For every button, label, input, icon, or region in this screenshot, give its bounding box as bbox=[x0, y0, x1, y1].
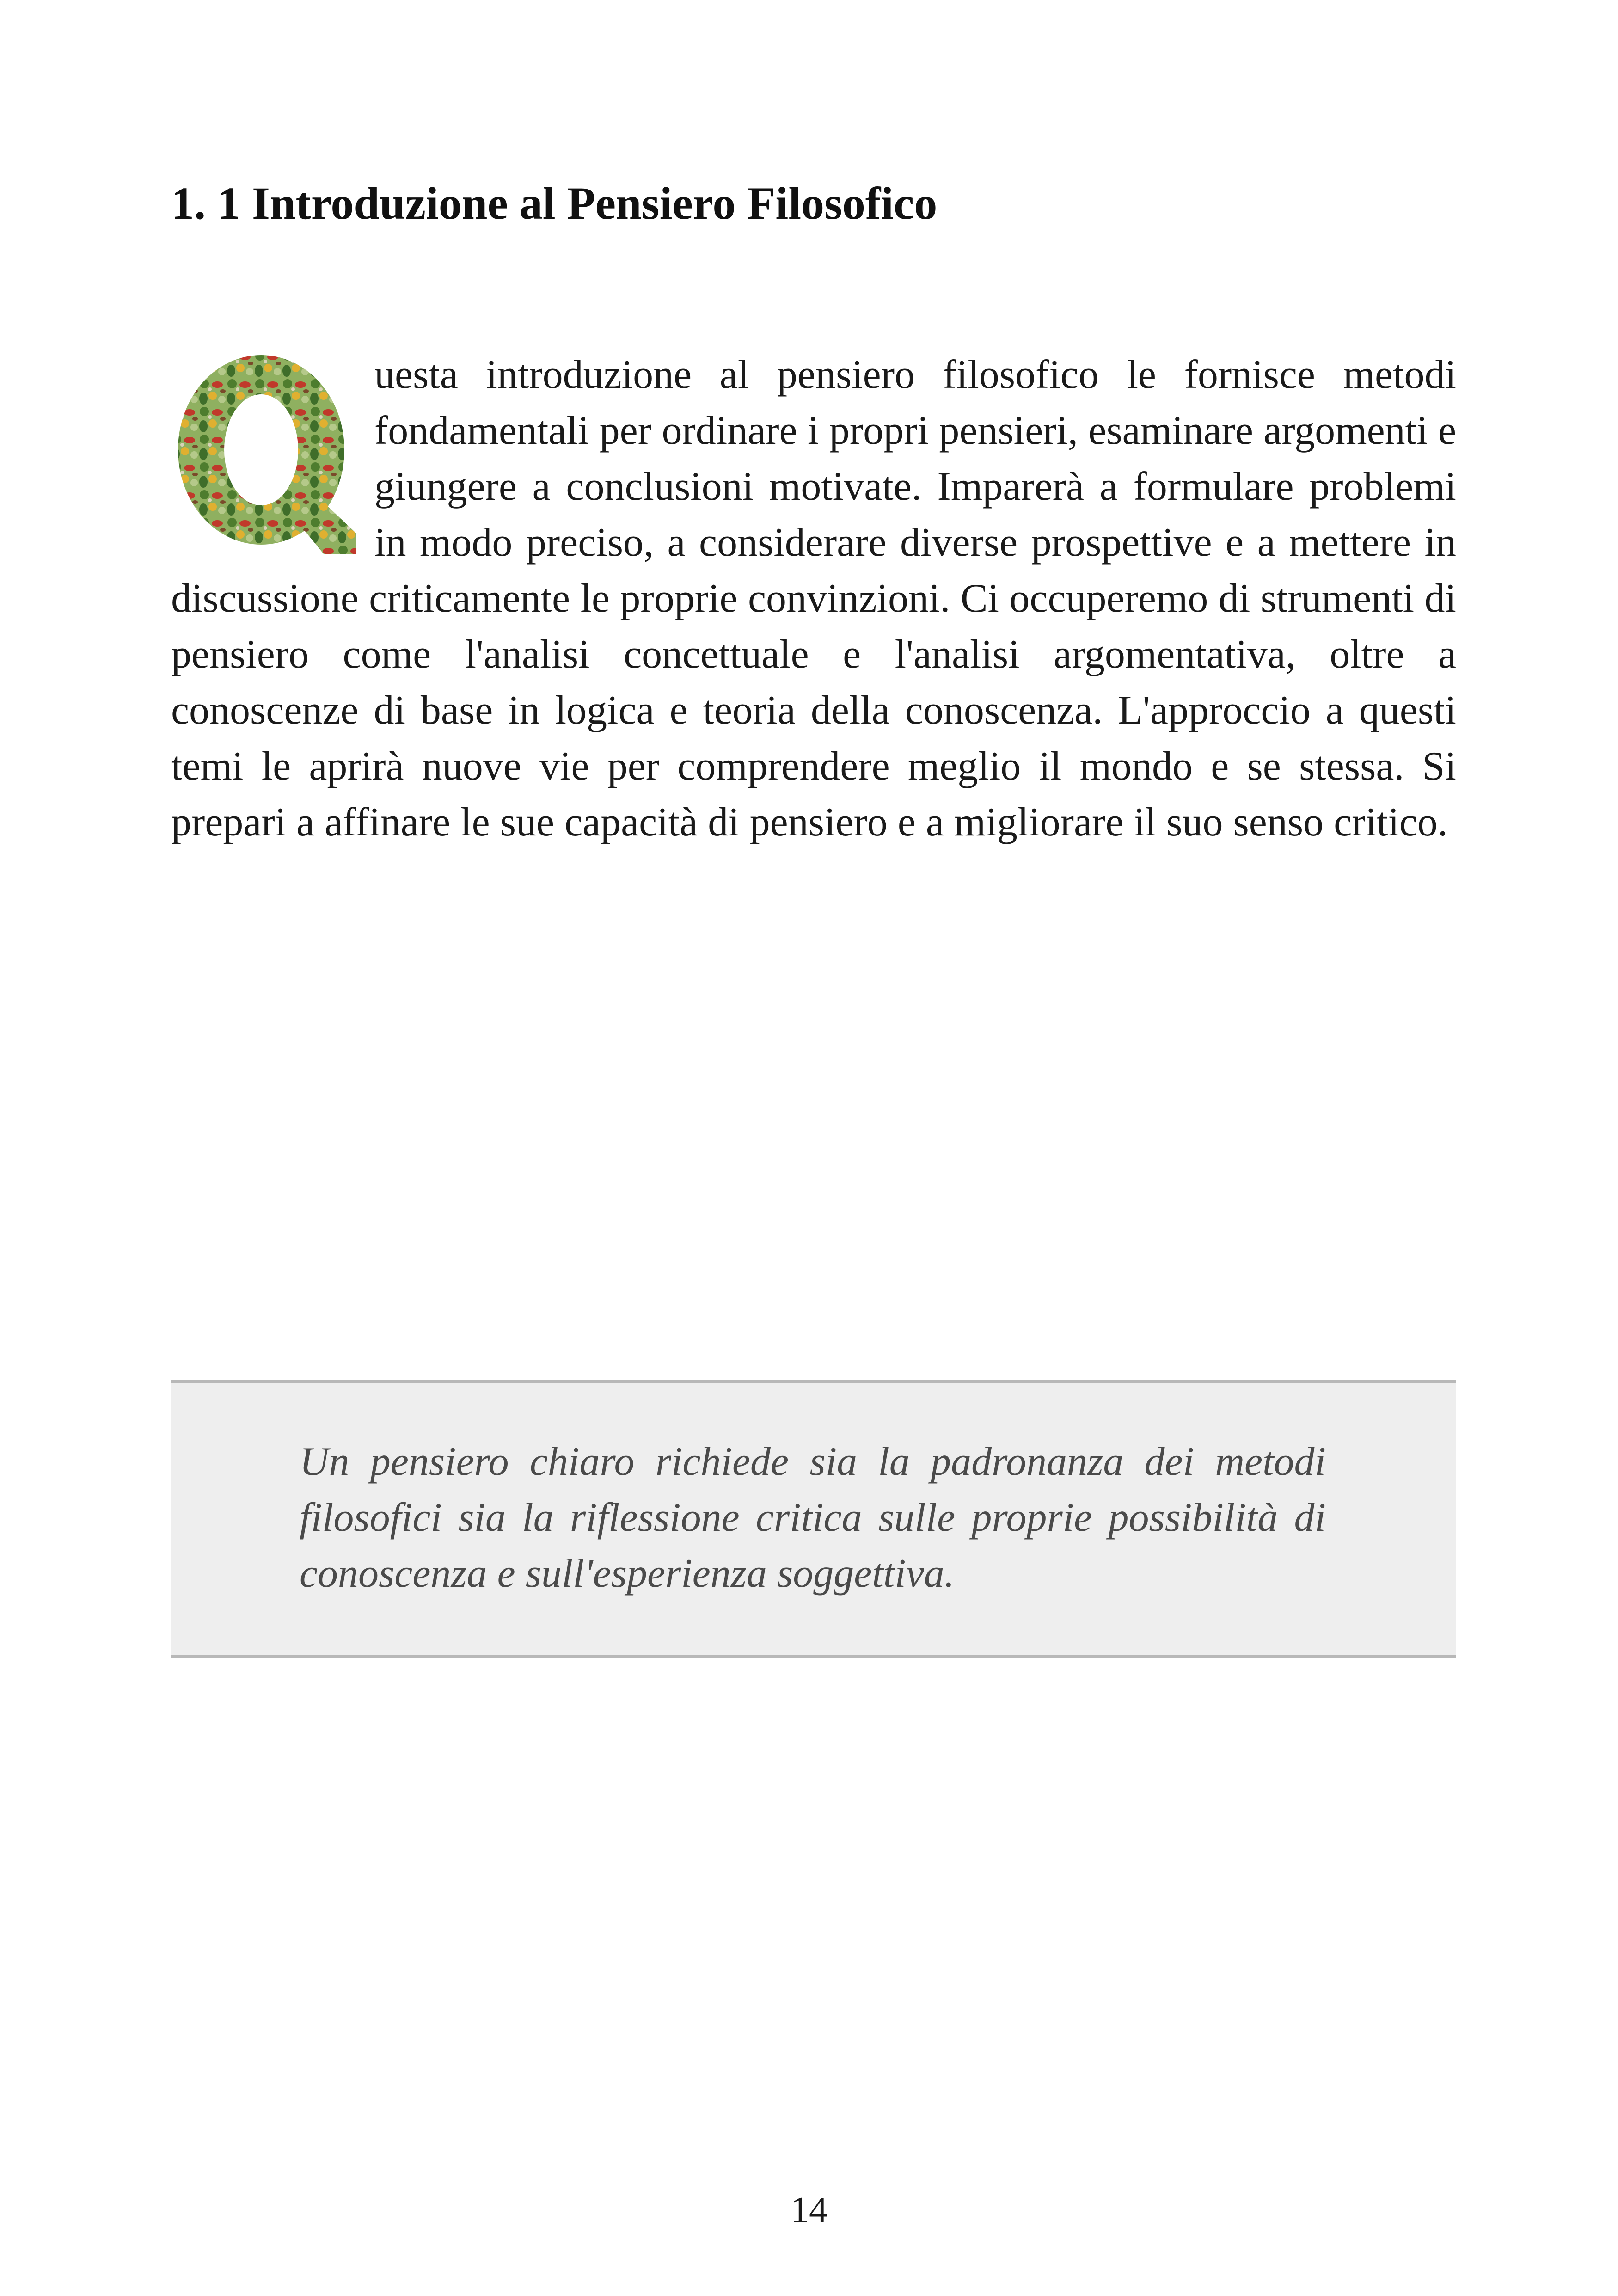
page-number: 14 bbox=[791, 2190, 827, 2230]
section-heading: 1. 1 Introduzione al Pensiero Filosofico bbox=[171, 178, 938, 229]
floral-mosaic-q-icon bbox=[171, 350, 361, 568]
pull-quote-box bbox=[171, 1380, 1456, 1658]
intro-paragraph-text: uesta introduzione al pensiero filosofico le fornisce metodi fondamentali per ordinare i propri pensieri, esaminare argomenti e giungere a conclusioni motivate. Imparerà a formulare problemi in modo preciso, a considerare diverse prospettive e a mettere in discussione criticamente le proprie convinzioni. Ci occuperemo di strumenti di pensiero come l'analisi concettuale e l'analisi argomentativa, oltre a conoscenze di base in logica e teoria della conoscenza. L'approccio a questi temi le aprirà nuove vie per comprendere meglio il mondo e se stessa. Si prepari a affinare le sue capacità di pensiero e a migliorare il suo senso critico. bbox=[171, 352, 1456, 845]
intro-paragraph bbox=[171, 347, 1456, 850]
pull-quote-text: Un pensiero chiaro richiede sia la padronanza dei metodi filosofici sia la riflessione critica sulle proprie possibilità di conoscenza e sull'esperienza soggettiva. bbox=[300, 1439, 1326, 1596]
dropcap-q-icon bbox=[171, 350, 361, 568]
